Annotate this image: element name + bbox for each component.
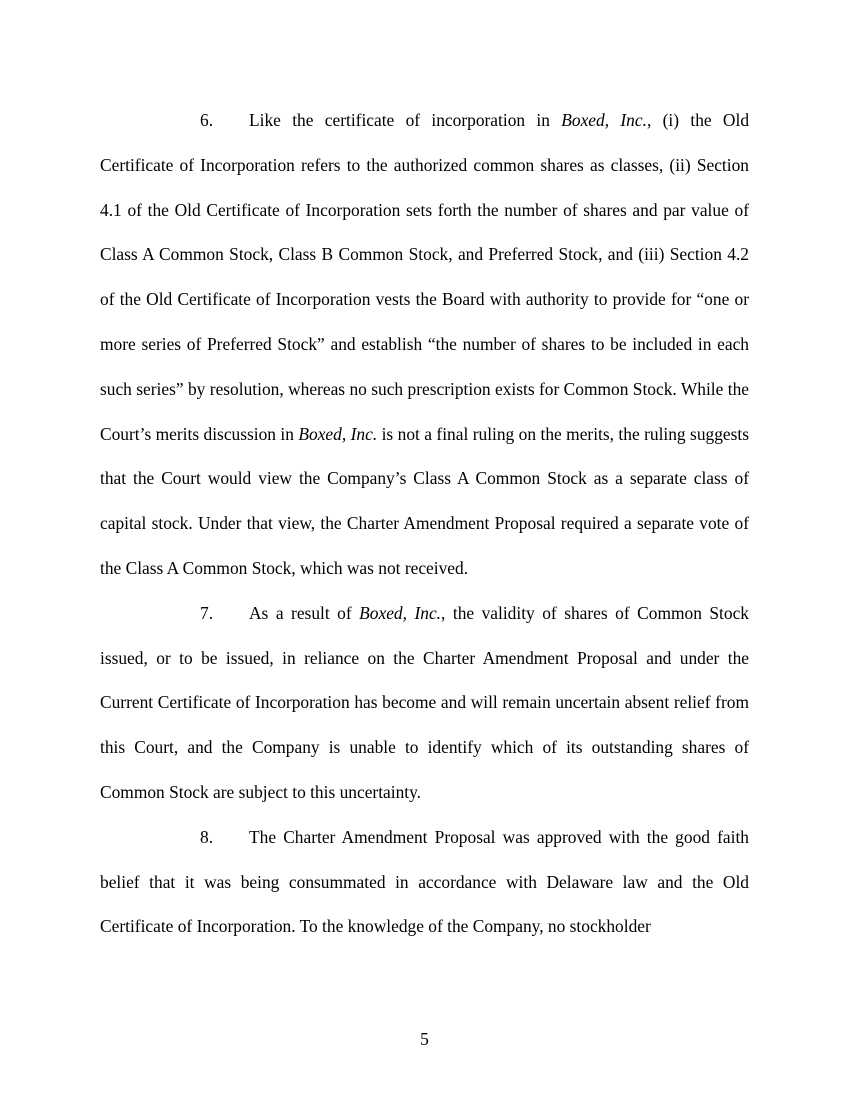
paragraph-7 [100,591,749,815]
paragraph-number: 6. [200,110,214,130]
case-citation: Boxed, Inc. [359,602,442,623]
paragraph-6 [100,98,749,591]
paragraph-text: As a result of [249,602,360,623]
case-citation: Boxed, Inc. [298,423,378,444]
paragraph-text: is not a final ruling on the merits, the ruling suggests that the Court would view the Company’s Class A Common Stock as a separate class of capital stock. Under that view, the Charter Amendment Proposal required a separate vote of the Class A Common Stock, which was not received. [100,423,749,578]
paragraph-text: The Charter Amendment Proposal was approved with the good faith belief that it was being consummated in accordance with Delaware law and the Old Certificate of Incorporation. To the knowledge of the Company, no stockholder [100,826,749,937]
case-citation: Boxed, Inc. [561,110,647,130]
paragraph-text: , (i) the Old Certificate of Incorporation refers to the authorized common shares as classes, (ii) Section 4.1 of the Old Certificate of Incorporation sets forth the number of shares and par value of Class A Common Stock, Class B Common Stock, and Preferred Stock, and (iii) Section 4.2 of the Old Certificate of Incorporation vests the Board with authority to provide for “one or more series of Preferred Stock” and establish “the number of shares to be included in each such series” by resolution, whereas no such prescription exists for Common Stock. While the Court’s merits discussion in [100,110,750,444]
paragraph-number: 7. [200,602,214,623]
paragraph-text: , the validity of shares of Common Stock issued, or to be issued, in reliance on the Charter Amendment Proposal and under the Current Certificate of Incorporation has become and will remain uncertain absent relief from this Court, and the Company is unable to identify which of its outstanding shares of Common Stock are subject to this uncertainty. [100,602,749,802]
page-number: 5 [420,1029,429,1049]
paragraph-number: 8. [200,826,214,847]
document-body [100,98,749,949]
paragraph-text: Like the certificate of incorporation in [249,110,562,130]
paragraph-8 [100,815,749,949]
